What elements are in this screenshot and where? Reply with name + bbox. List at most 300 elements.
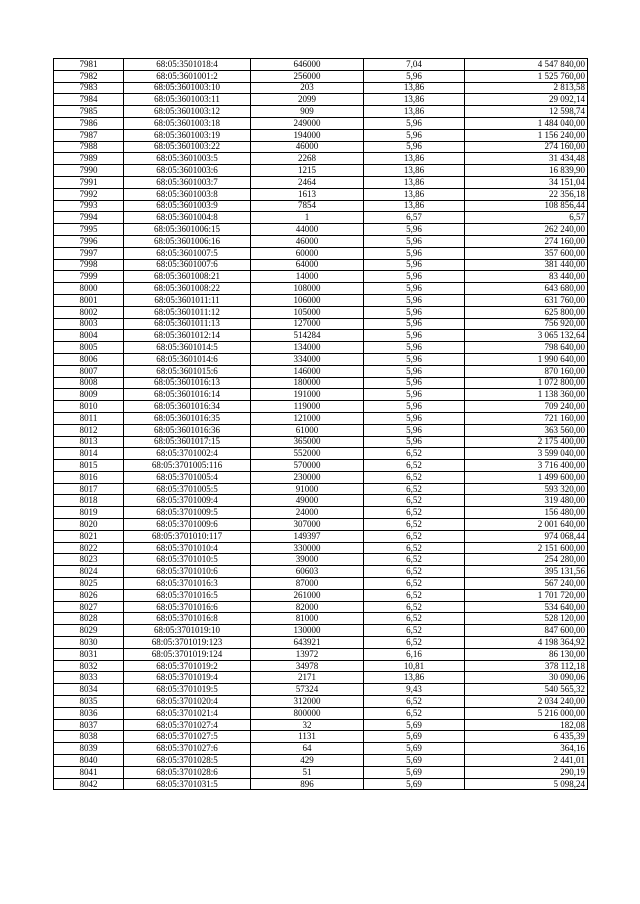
row-number-cell: 8032: [54, 660, 124, 672]
cadastral-number-cell: 68:05:3601003:11: [124, 94, 251, 106]
table-row: [54, 448, 588, 460]
cadastral-number-cell: 68:05:3701027:5: [124, 731, 251, 743]
cadastral-number-cell: 68:05:3701027:6: [124, 743, 251, 755]
cadastral-number-cell: 68:05:3701020:4: [124, 696, 251, 708]
row-number-cell: 7995: [54, 224, 124, 236]
row-number-cell: 8034: [54, 684, 124, 696]
rate-cell: 7,04: [364, 59, 465, 71]
row-number-cell: 8009: [54, 389, 124, 401]
rate-cell: 6,52: [364, 554, 465, 566]
rate-cell: 5,96: [364, 235, 465, 247]
amount-cell: 540 565,32: [465, 684, 588, 696]
cadastral-number-cell: 68:05:3601003:10: [124, 82, 251, 94]
area-cell: 13972: [251, 648, 364, 660]
cadastral-number-cell: 68:05:3601003:7: [124, 176, 251, 188]
amount-cell: 363 560,00: [465, 424, 588, 436]
row-number-cell: 8039: [54, 743, 124, 755]
rate-cell: 5,96: [364, 129, 465, 141]
table-row: [54, 648, 588, 660]
rate-cell: 5,96: [364, 259, 465, 271]
amount-cell: 364,16: [465, 743, 588, 755]
row-number-cell: 7983: [54, 82, 124, 94]
amount-cell: 1 156 240,00: [465, 129, 588, 141]
cadastral-number-cell: 68:05:3601011:12: [124, 306, 251, 318]
cadastral-number-cell: 68:05:3701016:3: [124, 578, 251, 590]
amount-cell: 6 435,39: [465, 731, 588, 743]
cadastral-number-cell: 68:05:3701019:124: [124, 648, 251, 660]
area-cell: 1131: [251, 731, 364, 743]
table-row: [54, 129, 588, 141]
row-number-cell: 8004: [54, 330, 124, 342]
area-cell: 81000: [251, 613, 364, 625]
cadastral-number-cell: 68:05:3601001:2: [124, 70, 251, 82]
area-cell: 46000: [251, 235, 364, 247]
area-cell: 60000: [251, 247, 364, 259]
land-parcel-table: [53, 58, 588, 790]
amount-cell: 5 098,24: [465, 778, 588, 790]
row-number-cell: 8026: [54, 589, 124, 601]
row-number-cell: 8014: [54, 448, 124, 460]
area-cell: 49000: [251, 495, 364, 507]
row-number-cell: 7994: [54, 212, 124, 224]
amount-cell: 31 434,48: [465, 153, 588, 165]
rate-cell: 5,96: [364, 365, 465, 377]
row-number-cell: 8001: [54, 294, 124, 306]
row-number-cell: 8041: [54, 766, 124, 778]
table-row: [54, 306, 588, 318]
row-number-cell: 7990: [54, 165, 124, 177]
table-row: [54, 766, 588, 778]
row-number-cell: 8031: [54, 648, 124, 660]
row-number-cell: 8022: [54, 542, 124, 554]
row-number-cell: 8033: [54, 672, 124, 684]
row-number-cell: 7993: [54, 200, 124, 212]
amount-cell: 4 547 840,00: [465, 59, 588, 71]
table-row: [54, 106, 588, 118]
rate-cell: 5,69: [364, 755, 465, 767]
row-number-cell: 8012: [54, 424, 124, 436]
cadastral-number-cell: 68:05:3601011:13: [124, 318, 251, 330]
table-row: [54, 141, 588, 153]
amount-cell: 156 480,00: [465, 507, 588, 519]
rate-cell: 6,52: [364, 589, 465, 601]
amount-cell: 319 480,00: [465, 495, 588, 507]
table-row: [54, 731, 588, 743]
table-row: [54, 330, 588, 342]
row-number-cell: 8037: [54, 719, 124, 731]
amount-cell: 1 990 640,00: [465, 353, 588, 365]
table-row: [54, 200, 588, 212]
rate-cell: 5,69: [364, 743, 465, 755]
rate-cell: 5,69: [364, 778, 465, 790]
table-row: [54, 353, 588, 365]
row-number-cell: 8015: [54, 460, 124, 472]
amount-cell: 86 130,00: [465, 648, 588, 660]
amount-cell: 756 920,00: [465, 318, 588, 330]
amount-cell: 974 068,44: [465, 530, 588, 542]
rate-cell: 5,69: [364, 731, 465, 743]
table-row: [54, 542, 588, 554]
amount-cell: 274 160,00: [465, 235, 588, 247]
amount-cell: 631 760,00: [465, 294, 588, 306]
rate-cell: 6,52: [364, 483, 465, 495]
rate-cell: 5,96: [364, 377, 465, 389]
amount-cell: 643 680,00: [465, 283, 588, 295]
cadastral-number-cell: 68:05:3601016:14: [124, 389, 251, 401]
rate-cell: 13,86: [364, 188, 465, 200]
rate-cell: 6,52: [364, 707, 465, 719]
area-cell: 249000: [251, 117, 364, 129]
rate-cell: 13,86: [364, 94, 465, 106]
amount-cell: 381 440,00: [465, 259, 588, 271]
cadastral-number-cell: 68:05:3701031:5: [124, 778, 251, 790]
rate-cell: 5,96: [364, 141, 465, 153]
area-cell: 51: [251, 766, 364, 778]
amount-cell: 34 151,04: [465, 176, 588, 188]
table-row: [54, 554, 588, 566]
area-cell: 194000: [251, 129, 364, 141]
table-row: [54, 365, 588, 377]
rate-cell: 5,96: [364, 294, 465, 306]
area-cell: 1613: [251, 188, 364, 200]
row-number-cell: 8040: [54, 755, 124, 767]
cadastral-number-cell: 68:05:3601014:6: [124, 353, 251, 365]
rate-cell: 6,52: [364, 625, 465, 637]
amount-cell: 1 072 800,00: [465, 377, 588, 389]
cadastral-number-cell: 68:05:3701005:116: [124, 460, 251, 472]
row-number-cell: 7981: [54, 59, 124, 71]
amount-cell: 798 640,00: [465, 342, 588, 354]
table-row: [54, 259, 588, 271]
amount-cell: 709 240,00: [465, 401, 588, 413]
table-row: [54, 778, 588, 790]
table-row: [54, 117, 588, 129]
table-row: [54, 589, 588, 601]
rate-cell: 13,86: [364, 106, 465, 118]
rate-cell: 6,52: [364, 460, 465, 472]
table-row: [54, 578, 588, 590]
row-number-cell: 8023: [54, 554, 124, 566]
table-row: [54, 247, 588, 259]
rate-cell: 6,52: [364, 530, 465, 542]
row-number-cell: 7986: [54, 117, 124, 129]
table-row: [54, 70, 588, 82]
cadastral-number-cell: 68:05:3601008:21: [124, 271, 251, 283]
cadastral-number-cell: 68:05:3601003:22: [124, 141, 251, 153]
cadastral-number-cell: 68:05:3601003:19: [124, 129, 251, 141]
rate-cell: 5,96: [364, 318, 465, 330]
row-number-cell: 8002: [54, 306, 124, 318]
cadastral-number-cell: 68:05:3701010:5: [124, 554, 251, 566]
amount-cell: 1 484 040,00: [465, 117, 588, 129]
amount-cell: 847 600,00: [465, 625, 588, 637]
table-row: [54, 483, 588, 495]
area-cell: 330000: [251, 542, 364, 554]
table-row: [54, 342, 588, 354]
area-cell: 7854: [251, 200, 364, 212]
cadastral-number-cell: 68:05:3601003:12: [124, 106, 251, 118]
area-cell: 365000: [251, 436, 364, 448]
rate-cell: 13,86: [364, 176, 465, 188]
row-number-cell: 8025: [54, 578, 124, 590]
area-cell: 34978: [251, 660, 364, 672]
row-number-cell: 8042: [54, 778, 124, 790]
rate-cell: 13,86: [364, 165, 465, 177]
amount-cell: 3 716 400,00: [465, 460, 588, 472]
cadastral-number-cell: 68:05:3601003:6: [124, 165, 251, 177]
row-number-cell: 7998: [54, 259, 124, 271]
amount-cell: 30 090,06: [465, 672, 588, 684]
table-row: [54, 660, 588, 672]
rate-cell: 6,52: [364, 601, 465, 613]
amount-cell: 3 065 132,64: [465, 330, 588, 342]
table-row: [54, 59, 588, 71]
amount-cell: 2 151 600,00: [465, 542, 588, 554]
table-row: [54, 613, 588, 625]
rate-cell: 5,96: [364, 283, 465, 295]
amount-cell: 290,19: [465, 766, 588, 778]
amount-cell: 254 280,00: [465, 554, 588, 566]
cadastral-number-cell: 68:05:3701027:4: [124, 719, 251, 731]
cadastral-number-cell: 68:05:3701019:10: [124, 625, 251, 637]
row-number-cell: 8024: [54, 566, 124, 578]
rate-cell: 6,52: [364, 542, 465, 554]
amount-cell: 2 001 640,00: [465, 519, 588, 531]
amount-cell: 2 175 400,00: [465, 436, 588, 448]
amount-cell: 625 800,00: [465, 306, 588, 318]
rate-cell: 6,16: [364, 648, 465, 660]
area-cell: 191000: [251, 389, 364, 401]
area-cell: 256000: [251, 70, 364, 82]
area-cell: 1215: [251, 165, 364, 177]
area-cell: 2268: [251, 153, 364, 165]
area-cell: 60603: [251, 566, 364, 578]
cadastral-number-cell: 68:05:3701002:4: [124, 448, 251, 460]
table-row: [54, 389, 588, 401]
table-row: [54, 283, 588, 295]
rate-cell: 6,52: [364, 448, 465, 460]
rate-cell: 5,96: [364, 412, 465, 424]
rate-cell: 6,52: [364, 471, 465, 483]
area-cell: 2171: [251, 672, 364, 684]
rate-cell: 5,96: [364, 424, 465, 436]
row-number-cell: 7988: [54, 141, 124, 153]
cadastral-number-cell: 68:05:3601016:36: [124, 424, 251, 436]
cadastral-number-cell: 68:05:3601016:35: [124, 412, 251, 424]
table-row: [54, 460, 588, 472]
area-cell: 307000: [251, 519, 364, 531]
area-cell: 146000: [251, 365, 364, 377]
area-cell: 121000: [251, 412, 364, 424]
area-cell: 61000: [251, 424, 364, 436]
amount-cell: 528 120,00: [465, 613, 588, 625]
cadastral-number-cell: 68:05:3601006:15: [124, 224, 251, 236]
row-number-cell: 8035: [54, 696, 124, 708]
table-row: [54, 519, 588, 531]
amount-cell: 534 640,00: [465, 601, 588, 613]
cadastral-number-cell: 68:05:3701016:6: [124, 601, 251, 613]
table-row: [54, 224, 588, 236]
rate-cell: 5,96: [364, 389, 465, 401]
table-body: [54, 59, 588, 790]
rate-cell: 13,86: [364, 672, 465, 684]
cadastral-number-cell: 68:05:3701010:117: [124, 530, 251, 542]
cadastral-number-cell: 68:05:3701010:6: [124, 566, 251, 578]
amount-cell: 378 112,18: [465, 660, 588, 672]
row-number-cell: 8013: [54, 436, 124, 448]
amount-cell: 3 599 040,00: [465, 448, 588, 460]
rate-cell: 5,96: [364, 224, 465, 236]
area-cell: 646000: [251, 59, 364, 71]
table-row: [54, 235, 588, 247]
table-row: [54, 165, 588, 177]
cadastral-number-cell: 68:05:3701009:5: [124, 507, 251, 519]
table-row: [54, 176, 588, 188]
row-number-cell: 7991: [54, 176, 124, 188]
rate-cell: 5,96: [364, 271, 465, 283]
table-row: [54, 601, 588, 613]
table-row: [54, 318, 588, 330]
area-cell: 134000: [251, 342, 364, 354]
area-cell: 203: [251, 82, 364, 94]
amount-cell: 1 138 360,00: [465, 389, 588, 401]
table-row: [54, 696, 588, 708]
area-cell: 57324: [251, 684, 364, 696]
area-cell: 64000: [251, 259, 364, 271]
cadastral-number-cell: 68:05:3601003:18: [124, 117, 251, 129]
row-number-cell: 8017: [54, 483, 124, 495]
cadastral-number-cell: 68:05:3701016:8: [124, 613, 251, 625]
cadastral-number-cell: 68:05:3601015:6: [124, 365, 251, 377]
amount-cell: 182,08: [465, 719, 588, 731]
table-row: [54, 436, 588, 448]
area-cell: 108000: [251, 283, 364, 295]
row-number-cell: 7985: [54, 106, 124, 118]
cadastral-number-cell: 68:05:3701019:123: [124, 637, 251, 649]
area-cell: 896: [251, 778, 364, 790]
rate-cell: 5,96: [364, 117, 465, 129]
row-number-cell: 8029: [54, 625, 124, 637]
row-number-cell: 8003: [54, 318, 124, 330]
area-cell: 552000: [251, 448, 364, 460]
rate-cell: 6,52: [364, 613, 465, 625]
rate-cell: 13,86: [364, 153, 465, 165]
row-number-cell: 8030: [54, 637, 124, 649]
cadastral-number-cell: 68:05:3601017:15: [124, 436, 251, 448]
cadastral-number-cell: 68:05:3601016:13: [124, 377, 251, 389]
row-number-cell: 8010: [54, 401, 124, 413]
cadastral-number-cell: 68:05:3701019:5: [124, 684, 251, 696]
cadastral-number-cell: 68:05:3601016:34: [124, 401, 251, 413]
rate-cell: 5,96: [364, 330, 465, 342]
rate-cell: 5,96: [364, 70, 465, 82]
area-cell: 87000: [251, 578, 364, 590]
cadastral-number-cell: 68:05:3701005:5: [124, 483, 251, 495]
rate-cell: 5,69: [364, 766, 465, 778]
rate-cell: 13,86: [364, 200, 465, 212]
cadastral-number-cell: 68:05:3601003:5: [124, 153, 251, 165]
table-row: [54, 755, 588, 767]
amount-cell: 721 160,00: [465, 412, 588, 424]
amount-cell: 2 034 240,00: [465, 696, 588, 708]
amount-cell: 108 856,44: [465, 200, 588, 212]
table-row: [54, 625, 588, 637]
area-cell: 1: [251, 212, 364, 224]
cadastral-number-cell: 68:05:3601003:8: [124, 188, 251, 200]
cadastral-number-cell: 68:05:3701010:4: [124, 542, 251, 554]
rate-cell: 5,96: [364, 342, 465, 354]
cadastral-number-cell: 68:05:3701021:4: [124, 707, 251, 719]
table-row: [54, 153, 588, 165]
amount-cell: 1 525 760,00: [465, 70, 588, 82]
table-row: [54, 507, 588, 519]
amount-cell: 567 240,00: [465, 578, 588, 590]
table-row: [54, 401, 588, 413]
cadastral-number-cell: 68:05:3701009:4: [124, 495, 251, 507]
row-number-cell: 8011: [54, 412, 124, 424]
table-row: [54, 495, 588, 507]
row-number-cell: 8007: [54, 365, 124, 377]
area-cell: 24000: [251, 507, 364, 519]
amount-cell: 2 813,58: [465, 82, 588, 94]
cadastral-number-cell: 68:05:3501018:4: [124, 59, 251, 71]
table-row: [54, 412, 588, 424]
row-number-cell: 8019: [54, 507, 124, 519]
cadastral-number-cell: 68:05:3601014:5: [124, 342, 251, 354]
row-number-cell: 7984: [54, 94, 124, 106]
cadastral-number-cell: 68:05:3701028:6: [124, 766, 251, 778]
area-cell: 32: [251, 719, 364, 731]
row-number-cell: 8016: [54, 471, 124, 483]
table-row: [54, 719, 588, 731]
table-row: [54, 377, 588, 389]
row-number-cell: 8000: [54, 283, 124, 295]
rate-cell: 5,96: [364, 436, 465, 448]
rate-cell: 5,69: [364, 719, 465, 731]
area-cell: 2099: [251, 94, 364, 106]
amount-cell: 1 499 600,00: [465, 471, 588, 483]
cadastral-number-cell: 68:05:3601006:16: [124, 235, 251, 247]
area-cell: 429: [251, 755, 364, 767]
rate-cell: 6,52: [364, 495, 465, 507]
area-cell: 39000: [251, 554, 364, 566]
cadastral-number-cell: 68:05:3701028:5: [124, 755, 251, 767]
table-row: [54, 424, 588, 436]
cadastral-number-cell: 68:05:3601011:11: [124, 294, 251, 306]
rate-cell: 10,81: [364, 660, 465, 672]
row-number-cell: 7982: [54, 70, 124, 82]
rate-cell: 6,52: [364, 578, 465, 590]
table-row: [54, 530, 588, 542]
table-row: [54, 212, 588, 224]
area-cell: 334000: [251, 353, 364, 365]
rate-cell: 6,57: [364, 212, 465, 224]
rate-cell: 5,96: [364, 401, 465, 413]
amount-cell: 6,57: [465, 212, 588, 224]
row-number-cell: 8008: [54, 377, 124, 389]
cadastral-number-cell: 68:05:3601003:9: [124, 200, 251, 212]
table-row: [54, 637, 588, 649]
area-cell: 261000: [251, 589, 364, 601]
amount-cell: 1 701 720,00: [465, 589, 588, 601]
amount-cell: 12 598,74: [465, 106, 588, 118]
row-number-cell: 8005: [54, 342, 124, 354]
rate-cell: 6,52: [364, 507, 465, 519]
row-number-cell: 7999: [54, 271, 124, 283]
row-number-cell: 7992: [54, 188, 124, 200]
area-cell: 44000: [251, 224, 364, 236]
cadastral-number-cell: 68:05:3601007:6: [124, 259, 251, 271]
